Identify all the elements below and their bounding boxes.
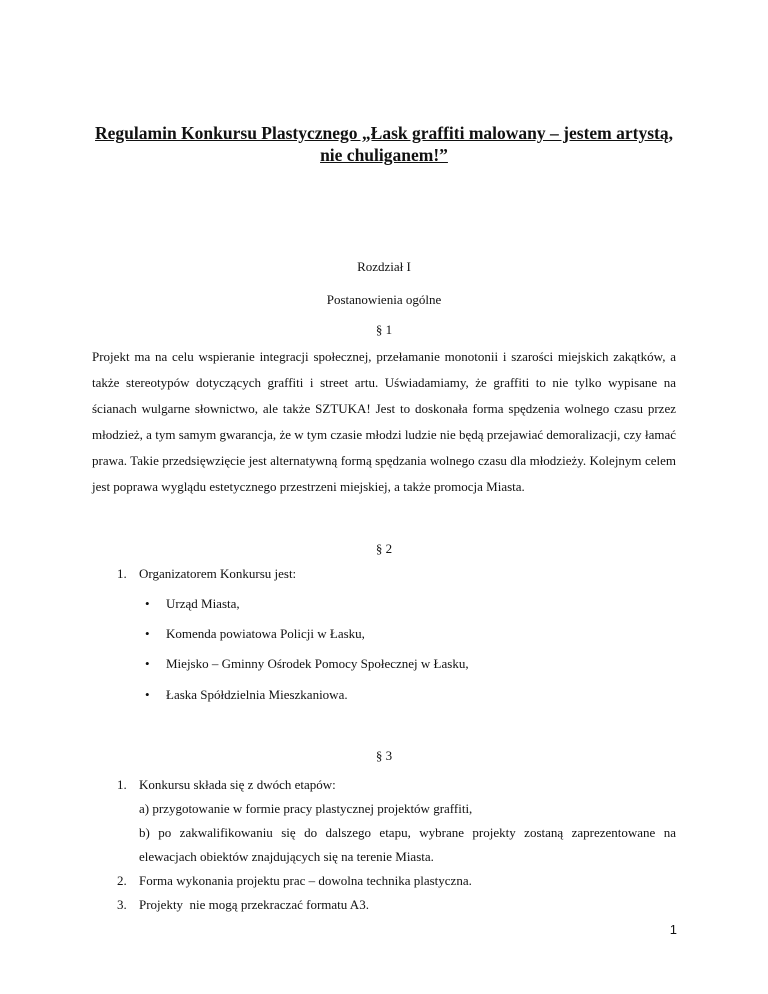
bullet-icon: • bbox=[145, 596, 150, 611]
bullet-icon: • bbox=[145, 656, 150, 671]
chapter-label: Rozdział I bbox=[357, 259, 411, 274]
chapter-title: Postanowienia ogólne bbox=[326, 292, 442, 307]
organizer-item: Komenda powiatowa Policji w Łasku, bbox=[166, 626, 365, 641]
organizer-item: Łaska Spółdzielnia Mieszkaniowa. bbox=[166, 687, 348, 702]
section-3-subitem-b: b) po zakwalifikowaniu się do dalszego etapu, wybrane projekty zostaną zaprezentowane na bbox=[139, 825, 676, 840]
section-3-subitem-a: a) przygotowanie w formie pracy plastycznej projektów graffiti, bbox=[139, 801, 473, 816]
section-3-heading: § 3 bbox=[375, 748, 393, 763]
section-3-subitem-b-continued: elewacjach obiektów znajdujących się na terenie Miasta. bbox=[139, 849, 434, 864]
page-number: 1 bbox=[669, 922, 677, 937]
organizer-item: Miejsko – Gminny Ośrodek Pomocy Społecznej w Łasku, bbox=[166, 656, 469, 671]
organizer-item: Urząd Miasta, bbox=[166, 596, 240, 611]
bullet-icon: • bbox=[145, 687, 150, 702]
section-1-paragraph: Projekt ma na celu wspieranie integracji społecznej, przełamanie monotonii i szarości miejskich zakątków, a także stereotypów dotyczących graffiti i street artu. Uświadamiamy, że graffiti to nie tylko wypisane na ścianach wulgarne słownictwo, ale także SZTUKA! Jest to doskonała forma spędzenia wolnego czasu przez młodzież, a tym samym gwarancja, że w tym czasie młodzi ludzie nie będą przejawiać demoralizacji, czy łamać prawa. Takie przedsięwzięcie jest alternatywną formą spędzania wolnego czasu dla młodzieży. Kolejnym celem jest poprawa wyglądu estetycznego przestrzeni miejskiej, a także promocja Miasta. bbox=[92, 349, 676, 494]
section-2-heading: § 2 bbox=[375, 541, 393, 556]
section-1-heading: § 1 bbox=[375, 322, 393, 337]
bullet-icon: • bbox=[145, 626, 150, 641]
section-3-item-number: 2. bbox=[117, 873, 127, 888]
section-3-item-text: Projekty nie mogą przekraczać formatu A3. bbox=[139, 897, 369, 912]
section-3-item-text: Forma wykonania projektu prac – dowolna technika plastyczna. bbox=[139, 873, 472, 888]
section-2-item-text: Organizatorem Konkursu jest: bbox=[139, 566, 297, 581]
section-3-item-text: Konkursu składa się z dwóch etapów: bbox=[139, 777, 336, 792]
document-title: Regulamin Konkursu Plastycznego „Łask graffiti malowany – jestem artystą, nie chuliganem!” bbox=[95, 123, 673, 165]
section-3-item-number: 1. bbox=[117, 777, 127, 792]
section-3-item-number: 3. bbox=[117, 897, 127, 912]
section-2-item-number: 1. bbox=[117, 566, 127, 581]
